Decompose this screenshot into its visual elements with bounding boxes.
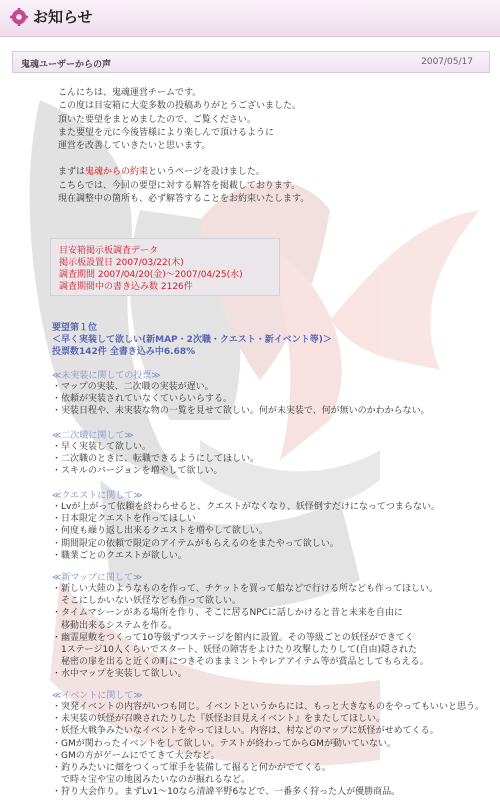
intro-text [58,87,478,206]
section-line: ・釣りみたいに畑をつくって軍手を装備して掘ると何かがでてくる。 [52,763,331,774]
rank-label: 要望第１位 [52,323,98,333]
section-second-job [52,428,259,478]
section-new-map [52,570,438,681]
section-line: ・実装日程や、未実装な物の一覧を見せて欲しい。何が未実装で、何が無いのかわからない。 [52,406,430,417]
section-line: ・日本限定クエストを作ってほしい [52,514,196,525]
section-title: ≪未実装に関しての投票≫ [52,371,161,381]
survey-period: 調査期間 2007/04/20(金)〜2007/04/25(水) [59,270,243,280]
intro-line: また要望を元に今後皆様により楽しんで頂けるように [58,127,275,138]
promise-line [58,166,478,179]
survey-title: 目安箱掲示板調査データ [59,246,159,256]
promise-prefix: まずは [58,167,86,178]
section-title: ≪イベントに関して≫ [52,691,143,701]
page-title: お知らせ [33,8,93,26]
section-line: ・新しい大陸のようなものを作って、チケットを買って船などで行ける所なども作ってほしい。 [52,584,439,594]
survey-posted: 掲示板設置日 2007/03/22(木) [59,258,184,268]
page-header [0,0,500,37]
rank-votes: 投票数142件 全書き込み中6.68% [52,347,196,357]
section-event [52,688,484,799]
intro-line: 現在調整中の箇所も、必ず解答することをお約束いたします。 [58,194,310,205]
section-line: ・Lvが上がって依頼を終わらせると、クエストがなくなり、妖怪倒すだけになってつまらない。 [52,502,440,512]
survey-count: 調査期間中の書き込み数 2126件 [59,282,193,292]
section-title: ≪クエストに関して≫ [52,491,143,501]
section-title: ≪新マップに関して≫ [52,573,143,583]
section-line: で時々宝や宝の地図みたいなのが掘れるなど。 [52,775,251,786]
news-heading-bar [12,51,490,73]
section-line: ・何度も繰り返し出来るクエストを増やして欲しい。 [52,526,268,537]
survey-data-box [50,238,280,296]
intro-line: こちらでは、今回の要望に対する解答を掲載しております。 [58,180,301,191]
section-quest [52,488,440,562]
gear-icon [10,8,28,26]
section-line: そこにしかいない妖怪なども作って欲しい。 [52,596,242,607]
section-title: ≪二次職に関して≫ [52,431,134,441]
section-line: ・依頼が実装されていなくていらいらする。 [52,394,233,405]
section-unimplemented [52,368,430,418]
news-date: 2007/05/17 [421,57,473,67]
section-line: ・突発イベントの内容がいつも同じ。イベントというからには、もっと大きなものをやってもいいと思う。 [52,702,485,712]
section-line: ・GMの方がゲームにでてきて大会など。 [52,750,220,761]
section-line: ・妖怪大戦争みたいなイベントをやってほしい。内容は、村などのマップに妖怪がせめてくる。 [52,726,439,737]
intro-line: 頂いた要望をまとめましたので、ご覧ください。 [58,114,256,125]
section-line: ・早く実装して欲しい。 [52,442,152,452]
section-line: ・GMが関わったイベントをして欲しい。テストが終わってからGMが動いていない。 [52,738,396,749]
promise-link[interactable]: 鬼魂からの約束 [85,167,149,178]
section-line: ・マップの実装、二次職の実装が遅い。 [52,382,214,392]
section-line: ・タイムマシーンがある場所を作り、そこに居るNPCに話しかけると昔と未来を自由に [52,608,403,619]
promise-suffix: というページを設けました。 [148,167,265,178]
section-line: ・幽霊屋敷をつくって10等級ずつステージを館内に設置。その等級ごとの妖怪ができてく [52,632,414,643]
section-line: ・期間限定の依頼で限定のアイテムがもらえるのをまたやって欲しい。 [52,538,339,549]
section-line: 秘密の扉を出ると近くの町につきそのままミントやレアアイテム等が賞品としてもらえる。 [52,657,429,668]
intro-line: 運営を改善していきたいと思います。 [58,141,211,152]
section-line: ・未実装の妖怪が召喚されたりした『妖怪お目見えイベント』をまたしてほしい。 [52,714,386,725]
section-line: ・水中マップを実装して欲しい。 [52,669,187,680]
rank-1-block [52,322,332,358]
news-title: 鬼魂ユーザーからの声 [21,60,112,70]
section-line: ・狩り大会作り。まずLv1〜10なら清諱平野6などで、一番多く狩った人が優勝商品。 [52,787,401,798]
rank-title: ＜早く実装して欲しい(新MAP・2次職・クエスト・新イベント等)＞ [52,335,332,345]
section-line: 1ステージ10人くらいでスタート、妖怪の障害をよけたり攻撃したりして(自由)隠された [52,645,418,656]
intro-line: こんにちは、鬼魂運営チームです。 [58,88,202,98]
intro-line: この度は目安箱に大変多数の投稿ありがとうございました。 [58,101,302,112]
section-line: 移動出来るシステムを作る。 [52,620,178,631]
section-line: ・職業ごとのクエストが欲しい。 [52,550,187,561]
section-line: ・スキルのバージョンを増やして欲しい。 [52,466,223,477]
section-line: ・二次職のときに、転職できるようにしてほしい。 [52,454,260,465]
